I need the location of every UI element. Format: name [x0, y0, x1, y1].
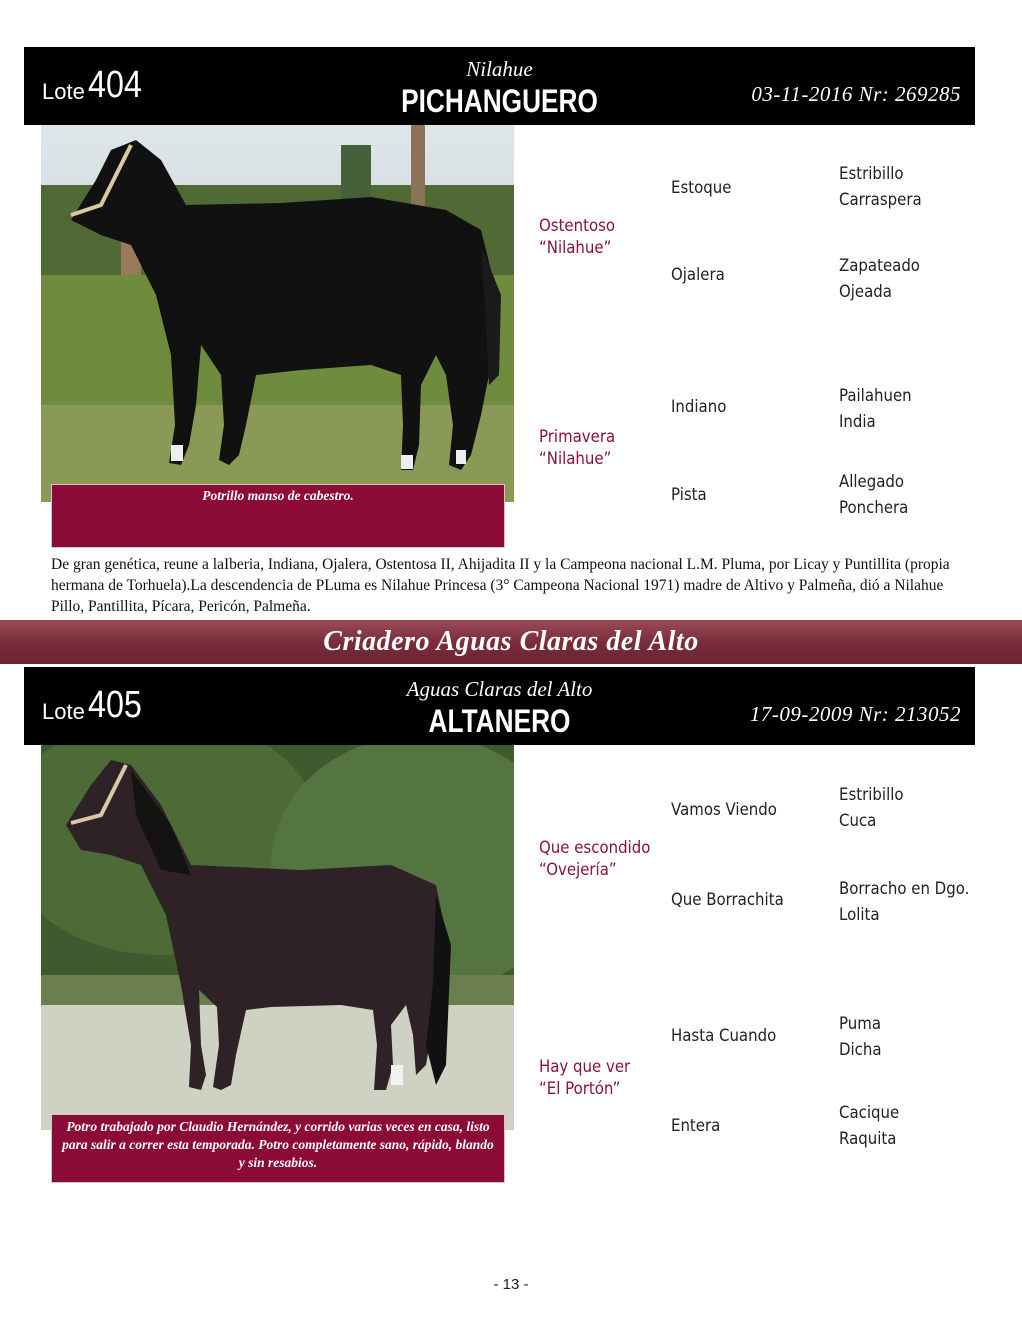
- lot-405-header: [24, 667, 975, 745]
- great-grandparent: Puma: [839, 1014, 881, 1034]
- lote-label: Lote: [42, 79, 85, 104]
- lot-404-header: [24, 47, 975, 125]
- great-grandparent: Dicha: [839, 1040, 882, 1060]
- lote-number: 405: [88, 684, 142, 726]
- sire-origin: “Ovejería”: [539, 860, 617, 880]
- great-grandparent: Borracho en Dgo.: [839, 879, 970, 899]
- date-registration: 17-09-2009 Nr: 213052: [749, 702, 961, 726]
- horse-photo-image: [41, 745, 514, 1130]
- horse-photo: [41, 745, 514, 1130]
- sire-name: Que escondido: [539, 838, 651, 858]
- great-grandparents: [839, 876, 969, 928]
- horse-name: PICHANGUERO: [401, 83, 598, 119]
- great-grandparents: [839, 1011, 882, 1063]
- great-grandparents: [839, 161, 922, 213]
- dam: [539, 426, 615, 470]
- great-grandparent: Ojeada: [839, 282, 892, 302]
- grandparent: Que Borrachita: [671, 890, 784, 910]
- breeder-name: Aguas Claras del Alto: [406, 677, 593, 701]
- grandparent: Estoque: [671, 178, 732, 198]
- great-grandparents: [839, 253, 920, 305]
- great-grandparents: [839, 1100, 899, 1152]
- great-grandparents: [839, 469, 908, 521]
- great-grandparent: Cacique: [839, 1103, 900, 1123]
- great-grandparents: [839, 782, 904, 834]
- great-grandparent: Raquita: [839, 1129, 897, 1149]
- dam-name: Primavera: [539, 427, 616, 447]
- banner-title: Criadero Aguas Claras del Alto: [323, 626, 699, 657]
- lote-label: Lote: [42, 699, 85, 724]
- sire-origin: “Nilahue”: [539, 238, 612, 258]
- sire: [539, 837, 650, 881]
- dam: [539, 1056, 630, 1100]
- grandparent: Pista: [671, 485, 707, 505]
- grandparent: Entera: [671, 1116, 721, 1136]
- grandparent: Hasta Cuando: [671, 1026, 777, 1046]
- lot-description: De gran genética, reune a laIberia, Indiana, Ojalera, Ostentosa II, Ahijadita II y la Campeona nacional L.M. Pluma, por Licay y Puntillita (propia hermana de Torhuela).La descendencia de PLuma es Nilahue Princesa (3° Campeona Nacional 1971) madre de Altivo y Palmeña, dió a Nilahue Pillo, Pantillita, Pícara, Pericón, Palmeña.: [51, 556, 950, 615]
- horse-photo-image: [41, 125, 514, 502]
- horse-name: ALTANERO: [428, 703, 571, 739]
- great-grandparent: Cuca: [839, 811, 877, 831]
- sire: [539, 215, 615, 259]
- horse-photo: [41, 125, 514, 502]
- grandparent: Ojalera: [671, 265, 725, 285]
- grandparent: Vamos Viendo: [671, 800, 777, 820]
- lot-caption: Potrillo manso de cabestro.: [51, 484, 505, 548]
- lote-number: 404: [88, 64, 142, 106]
- sire-name: Ostentoso: [539, 216, 616, 236]
- dam-origin: “El Portón”: [539, 1079, 621, 1099]
- great-grandparent: India: [839, 412, 876, 432]
- great-grandparent: Zapateado: [839, 256, 920, 276]
- great-grandparent: Allegado: [839, 472, 905, 492]
- dam-name: Hay que ver: [539, 1057, 631, 1077]
- page-number: - 13 -: [493, 1276, 529, 1293]
- great-grandparent: Estribillo: [839, 785, 904, 805]
- breeder-banner: [0, 620, 1022, 664]
- great-grandparent: Pailahuen: [839, 386, 912, 406]
- great-grandparent: Estribillo: [839, 164, 904, 184]
- grandparent: Indiano: [671, 397, 727, 417]
- great-grandparent: Lolita: [839, 905, 880, 925]
- dam-origin: “Nilahue”: [539, 449, 612, 469]
- date-registration: 03-11-2016 Nr: 269285: [751, 82, 961, 106]
- great-grandparent: Ponchera: [839, 498, 909, 518]
- great-grandparent: Carraspera: [839, 190, 922, 210]
- breeder-name: Nilahue: [466, 57, 533, 81]
- great-grandparents: [839, 383, 912, 435]
- lot-caption: Potro trabajado por Claudio Hernández, y corrido varias veces en casa, listo para salir a correr esta temporada. Potro completamente sano, rápido, blando y sin resabios.: [51, 1114, 505, 1183]
